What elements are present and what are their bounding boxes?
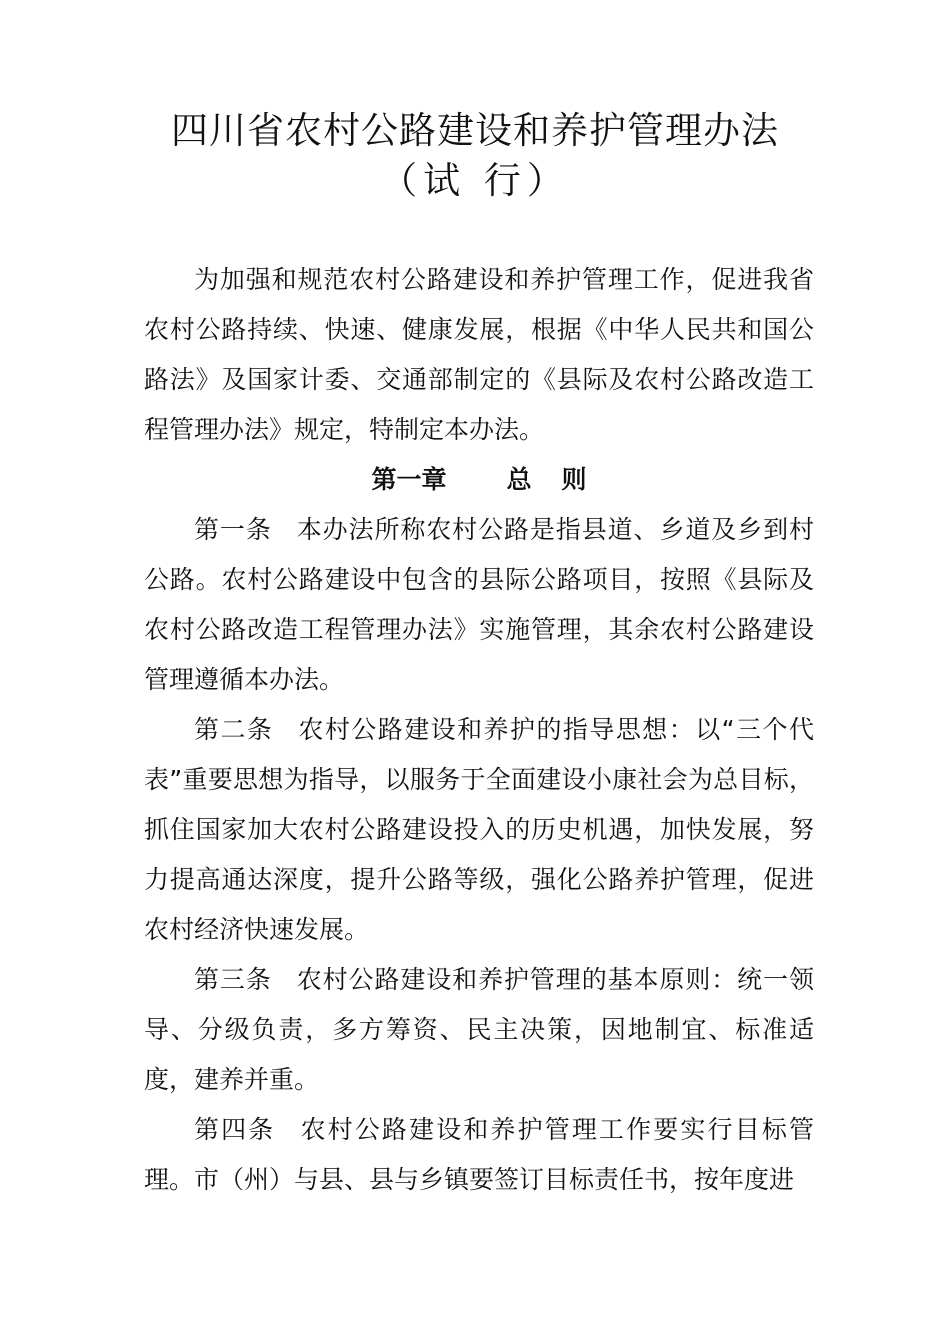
- chapter-heading: [144, 455, 814, 505]
- article-text: 农村公路建设和养护管理工作要实行目标管理。市（州）与县、县与乡镇要签订目标责任书，按年度进: [144, 1115, 814, 1194]
- article-number: 第二条: [194, 715, 274, 744]
- article-4: [144, 1105, 814, 1205]
- article-text: 本办法所称农村公路是指县道、乡道及乡到村公路。农村公路建设中包含的县际公路项目，按照《县际及农村公路改造工程管理办法》实施管理，其余农村公路建设管理遵循本办法。: [144, 515, 814, 694]
- article-number: 第一条: [194, 515, 272, 544]
- preamble-paragraph: 为加强和规范农村公路建设和养护管理工作，促进我省农村公路持续、快速、健康发展，根据《中华人民共和国公路法》及国家计委、交通部制定的《县际及农村公路改造工程管理办法》规定，特制定本办法。: [144, 265, 814, 444]
- article-text: 农村公路建设和养护的指导思想：以“三个代表”重要思想为指导，以服务于全面建设小康社会为总目标，抓住国家加大农村公路建设投入的历史机遇，加快发展，努力提高通达深度，提升公路等级，强化公路养护管理，促进农村经济快速发展。: [144, 715, 814, 944]
- chapter-name-part2: 则: [561, 465, 587, 494]
- article-number: 第三条: [194, 965, 272, 994]
- chapter-name-part1: 总: [506, 465, 532, 494]
- article-3: [144, 955, 814, 1105]
- document-body: [144, 255, 814, 1205]
- article-1: [144, 505, 814, 705]
- document-subtitle: （试 行）: [380, 159, 570, 202]
- chapter-number: 第一章: [371, 465, 447, 494]
- article-text: 农村公路建设和养护管理的基本原则：统一领导、分级负责，多方筹资、民主决策，因地制宜、标准适度，建养并重。: [144, 965, 814, 1094]
- document-title: 四川省农村公路建设和养护管理办法: [171, 109, 779, 152]
- article-2: [144, 705, 814, 955]
- article-number: 第四条: [194, 1115, 276, 1144]
